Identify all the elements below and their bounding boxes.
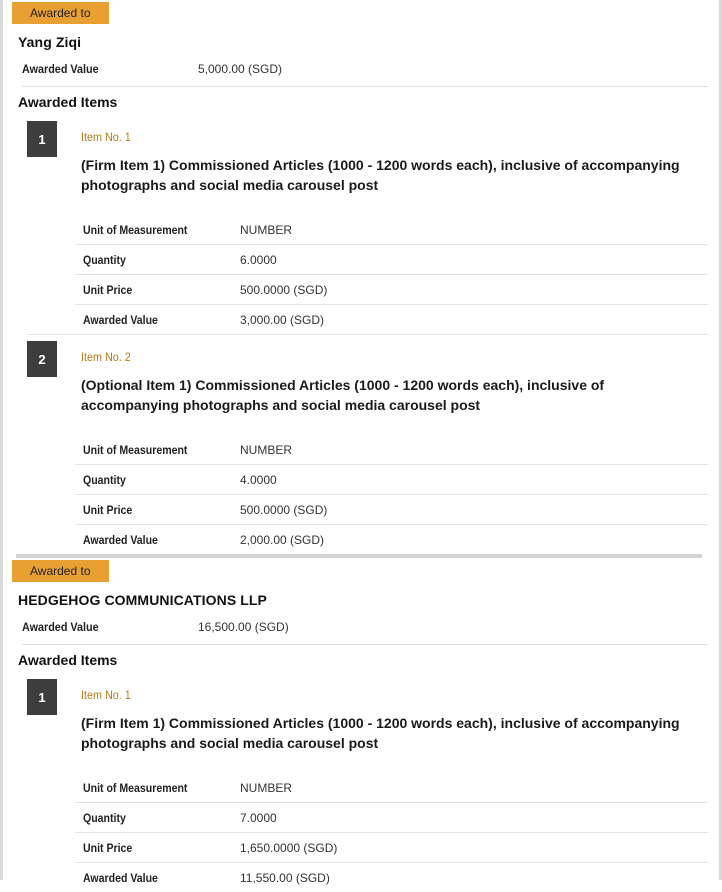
awarded-value: 16,500.00 (SGD)	[198, 620, 289, 634]
item-no-label: Item No. 1	[81, 688, 131, 702]
detail-row-unit-price	[75, 495, 708, 525]
awarded-value-label: Awarded Value	[22, 620, 99, 634]
awarded-item	[27, 679, 708, 892]
detail-label: Unit of Measurement	[83, 780, 188, 795]
awarded-item	[27, 121, 708, 335]
detail-label: Awarded Value	[83, 870, 158, 885]
detail-label: Awarded Value	[83, 312, 158, 327]
detail-value: NUMBER	[240, 442, 293, 457]
detail-value: 3,000.00 (SGD)	[240, 312, 325, 327]
item-number-badge: 2	[27, 341, 57, 377]
item-number-badge: 1	[27, 121, 57, 157]
item-details	[75, 773, 708, 892]
detail-value: NUMBER	[240, 222, 293, 237]
awarded-value-row	[22, 610, 708, 644]
item-no-label: Item No. 1	[81, 130, 131, 144]
detail-row-awarded-value	[75, 525, 708, 554]
detail-value: 500.0000 (SGD)	[240, 502, 328, 517]
detail-value: 6.0000	[240, 252, 277, 267]
awardee-name: HEDGEHOG COMMUNICATIONS LLP	[18, 592, 267, 608]
item-description: (Optional Item 1) Commissioned Articles (1000 - 1200 words each), inclusive of accompanying photographs and social media carousel post	[81, 377, 605, 413]
awarded-to-badge: Awarded to	[12, 560, 109, 582]
detail-label: Awarded Value	[83, 532, 158, 547]
detail-row-quantity	[75, 803, 708, 833]
detail-value: 11,550.00 (SGD)	[240, 870, 330, 885]
award-block	[12, 0, 708, 554]
detail-row-awarded-value	[75, 863, 708, 892]
detail-value: 1,650.0000 (SGD)	[240, 840, 338, 855]
awarded-item	[27, 341, 708, 554]
detail-row-quantity	[75, 465, 708, 495]
divider	[22, 86, 708, 87]
awardee-name: Yang Ziqi	[18, 34, 82, 50]
awarded-items-title: Awarded Items	[18, 652, 118, 668]
detail-value: 4.0000	[240, 472, 277, 487]
divider	[22, 644, 708, 645]
detail-row-awarded-value	[75, 305, 708, 334]
awarded-value-label: Awarded Value	[22, 62, 99, 76]
detail-label: Unit of Measurement	[83, 442, 188, 457]
detail-row-uom	[75, 435, 708, 465]
award-block	[12, 560, 708, 892]
detail-label: Unit of Measurement	[83, 222, 188, 237]
detail-label: Quantity	[83, 472, 126, 487]
item-no-label: Item No. 2	[81, 350, 131, 364]
detail-label: Unit Price	[83, 282, 133, 297]
item-description: (Firm Item 1) Commissioned Articles (1000 - 1200 words each), inclusive of accompanying photographs and social media carousel post	[81, 715, 680, 751]
detail-value: 7.0000	[240, 810, 277, 825]
detail-label: Quantity	[83, 252, 126, 267]
awarded-value-row	[22, 52, 708, 86]
detail-label: Unit Price	[83, 840, 133, 855]
detail-row-unit-price	[75, 275, 708, 305]
item-details	[75, 435, 708, 554]
detail-value: NUMBER	[240, 780, 293, 795]
item-number-badge: 1	[27, 679, 57, 715]
detail-label: Quantity	[83, 810, 126, 825]
awarded-items-title: Awarded Items	[18, 94, 118, 110]
awarded-value: 5,000.00 (SGD)	[198, 62, 283, 76]
award-separator	[16, 554, 702, 558]
item-details	[75, 215, 708, 334]
detail-row-uom	[75, 773, 708, 803]
awarded-to-badge: Awarded to	[12, 2, 109, 24]
detail-row-unit-price	[75, 833, 708, 863]
detail-row-quantity	[75, 245, 708, 275]
detail-label: Unit Price	[83, 502, 133, 517]
detail-row-uom	[75, 215, 708, 245]
item-description: (Firm Item 1) Commissioned Articles (1000 - 1200 words each), inclusive of accompanying photographs and social media carousel post	[81, 157, 680, 193]
detail-value: 2,000.00 (SGD)	[240, 532, 325, 547]
detail-value: 500.0000 (SGD)	[240, 282, 328, 297]
